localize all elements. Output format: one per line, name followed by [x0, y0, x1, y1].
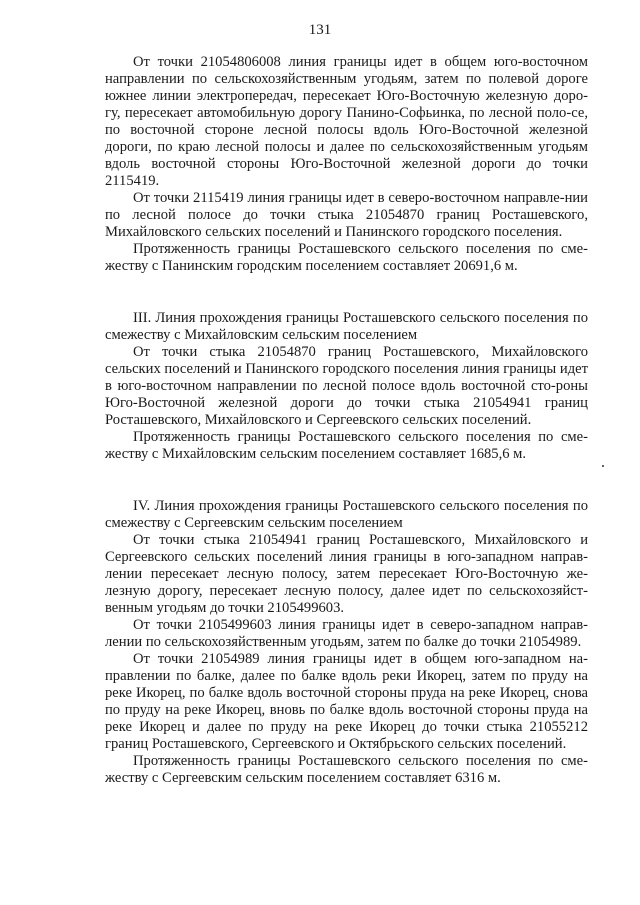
paragraph: Протяженность границы Росташевского сельского поселения по сме-жеству с Сергеевским сельским поселением составляет 6316 м. — [105, 753, 588, 786]
paragraph: Протяженность границы Росташевского сельского поселения по сме-жеству с Панинским городским поселением составляет 20691,6 м. — [105, 241, 588, 274]
section-heading: IV. Линия прохождения границы Росташевского сельского поселения по смежеству с Сергеевским сельским поселением — [105, 498, 588, 531]
section-heading: III. Линия прохождения границы Росташевского сельского поселения по смежеству с Михайловским сельским поселением — [105, 310, 588, 343]
paragraph: От точки стыка 21054870 границ Росташевского, Михайловского сельских поселений и Панинского городского поселения линия границы идет в юго-восточном направлении по лесной полосе вдоль восточной сто-роны Юго-Восточной железной дороги до точки стыка 21054941 границ Росташевского, Михайловского и Сергеевского сельских поселений. — [105, 344, 588, 428]
section-boundary-sergeevskoe — [105, 498, 588, 787]
paragraph: От точки 21054806008 линия границы идет в общем юго-восточном направлении по сельскохозяйственным угодьям, затем по полевой дороге южнее линии электропередач, пересекает Юго-Восточную железную доро-гу, пересекает автомобильную дорогу Панино-Софьинка, по лесной поло-се, по восточной стороне лесной полосы вдоль Юго-Восточной железной дороги, по краю лесной полосы и далее по сельскохозяйственным угодьям вдоль восточной стороны Юго-Восточной железной дороги до точки 2115419. — [105, 54, 588, 189]
section-spacer — [105, 275, 588, 310]
page-number: 131 — [308, 22, 332, 38]
paragraph: От точки 21054989 линия границы идет в общем юго-западном на-правлении по балке, далее по балке вдоль реки Икорец, затем по пруду на реке Икорец, по балке вдоль восточной стороны пруда на реке Икорец, снова по пруду на реке Икорец, вновь по балке вдоль восточной стороны пруда на реке Икорец и далее по пруду на реке Икорец до точки стыка 21055212 границ Росташевского, Сергеевского и Октябрьского сельских поселений. — [105, 651, 588, 752]
paragraph: Протяженность границы Росташевского сельского поселения по сме-жеству с Михайловским сельским поселением составляет 1685,6 м. — [105, 429, 588, 462]
scan-speck — [602, 465, 604, 467]
paragraph: От точки стыка 21054941 границ Росташевского, Михайловского и Сергеевского сельских поселений линия границы в юго-западном направ-лении пересекает лесную полосу, затем пересекает Юго-Восточную же-лезную дорогу, пересекает лесную полосу, далее идет по сельскохозяйст-венным угодьям до точки 2105499603. — [105, 532, 588, 616]
section-boundary-panino — [105, 54, 588, 275]
paragraph: От точки 2105499603 линия границы идет в северо-западном направ-лении по сельскохозяйственным угодьям, затем по балке до точки 21054989. — [105, 617, 588, 650]
paragraph: От точки 2115419 линия границы идет в северо-восточном направле-нии по лесной полосе до точки стыка 21054870 границ Росташевского, Михайловского сельских поселений и Панинского городского поселения. — [105, 190, 588, 240]
section-boundary-mikhailovskoe — [105, 310, 588, 463]
section-spacer — [105, 463, 588, 498]
document-body — [105, 54, 588, 787]
